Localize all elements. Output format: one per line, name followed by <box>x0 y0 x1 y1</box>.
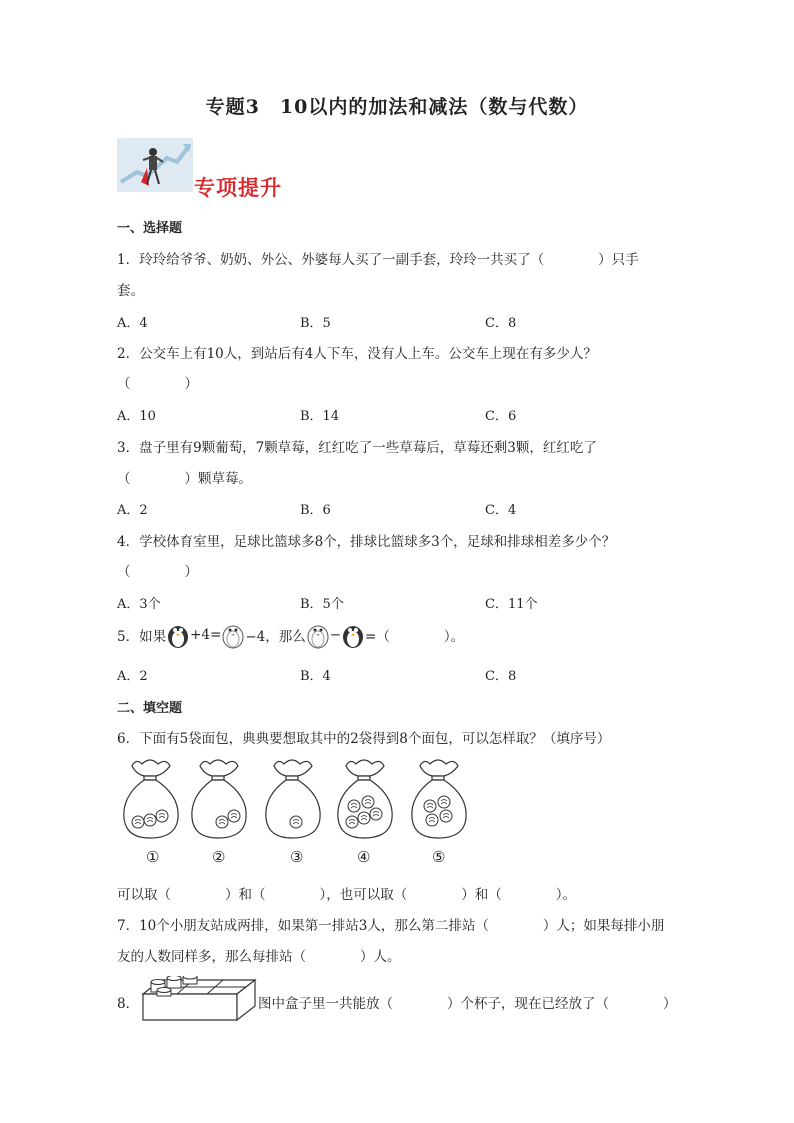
cup-box-figure <box>141 976 257 1024</box>
q1-option-a[interactable]: A．4 <box>117 316 148 331</box>
q5-part-1: 5．如果 <box>117 629 167 645</box>
q5-part-4: − <box>329 627 342 643</box>
dark-penguin-icon <box>166 621 190 649</box>
q5-part-3: −4，那么 <box>245 629 306 645</box>
question-4-text: 4．学校体育室里，足球比篮球多8个，排球比篮球多3个，足球和排球相差多少个？ <box>117 534 616 550</box>
page-title: 专题3 10以内的加法和减法（数与代数） <box>205 96 589 118</box>
light-penguin-icon <box>306 621 330 649</box>
question-1-text-cont: 套。 <box>117 283 144 299</box>
question-4-blank: （ ） <box>117 564 198 580</box>
section-heading-choice: 一、选择题 <box>117 221 183 236</box>
bag-label-2: ② <box>212 848 226 866</box>
q1-option-c[interactable]: C．8 <box>485 316 517 331</box>
question-3-text: 3．盘子里有9颗葡萄，7颗草莓，红红吃了一些草莓后，草莓还剩3颗，红红吃了 <box>117 440 597 456</box>
question-2-blank: （ ） <box>117 376 198 392</box>
question-8-number: 8． <box>117 996 140 1012</box>
bag-1 <box>124 760 178 838</box>
question-3-text-cont: （ ）颗草莓。 <box>117 471 252 487</box>
bag-2 <box>192 760 246 838</box>
q5-option-c[interactable]: C．8 <box>485 669 517 684</box>
bag-label-4: ④ <box>357 848 371 866</box>
section-heading-fill: 二、填空题 <box>117 701 183 716</box>
question-7-text: 7．10个小朋友站成两排，如果第一排站3人，那么第二排站（ ）人；如果每排小朋 <box>117 918 665 934</box>
question-6-text: 6．下面有5袋面包，典典要想取其中的2袋得到8个面包，可以怎样取？（填序号） <box>117 731 611 747</box>
question-6-answer: 可以取（ ）和（ ），也可以取（ ）和（ ）。 <box>117 887 576 903</box>
question-7-text-cont: 友的人数同样多，那么每排站（ ）人。 <box>117 949 401 965</box>
q3-option-b[interactable]: B．6 <box>300 503 331 518</box>
q2-option-b[interactable]: B．14 <box>300 409 340 424</box>
q3-option-c[interactable]: C．4 <box>485 503 517 518</box>
q2-option-a[interactable]: A．10 <box>117 409 156 424</box>
q5-option-b[interactable]: B．4 <box>300 669 331 684</box>
bag-label-3: ③ <box>290 848 304 866</box>
bag-5 <box>412 760 466 838</box>
q4-option-b[interactable]: B．5个 <box>300 597 344 612</box>
q5-part-5: =（ ）。 <box>365 629 465 645</box>
bag-label-5: ⑤ <box>432 848 446 866</box>
banner-label: 专项提升 <box>194 176 282 200</box>
question-8-text: 图中盒子里一共能放（ ）个杯子，现在已经放了（ ） <box>258 996 677 1012</box>
question-1-text: 1．玲玲给爷爷、奶奶、外公、外婆每人买了一副手套，玲玲一共买了（ ）只手 <box>117 252 639 268</box>
runner-arrow-icon <box>117 138 193 192</box>
q5-part-2: +4= <box>190 627 222 643</box>
dark-penguin-icon <box>341 621 365 649</box>
q4-option-a[interactable]: A．3个 <box>117 597 161 612</box>
q3-option-a[interactable]: A．2 <box>117 503 148 518</box>
light-penguin-icon <box>221 621 245 649</box>
q2-option-c[interactable]: C．6 <box>485 409 517 424</box>
bag-label-1: ① <box>146 848 160 866</box>
bag-4 <box>338 760 392 838</box>
q1-option-b[interactable]: B．5 <box>300 316 331 331</box>
q4-option-c[interactable]: C．11个 <box>485 597 538 612</box>
question-2-text: 2．公交车上有10人，到站后有4人下车，没有人上车。公交车上现在有多少人？ <box>117 346 597 362</box>
bag-3 <box>266 760 320 838</box>
question-5-equation <box>117 620 464 650</box>
q5-option-a[interactable]: A．2 <box>117 669 148 684</box>
